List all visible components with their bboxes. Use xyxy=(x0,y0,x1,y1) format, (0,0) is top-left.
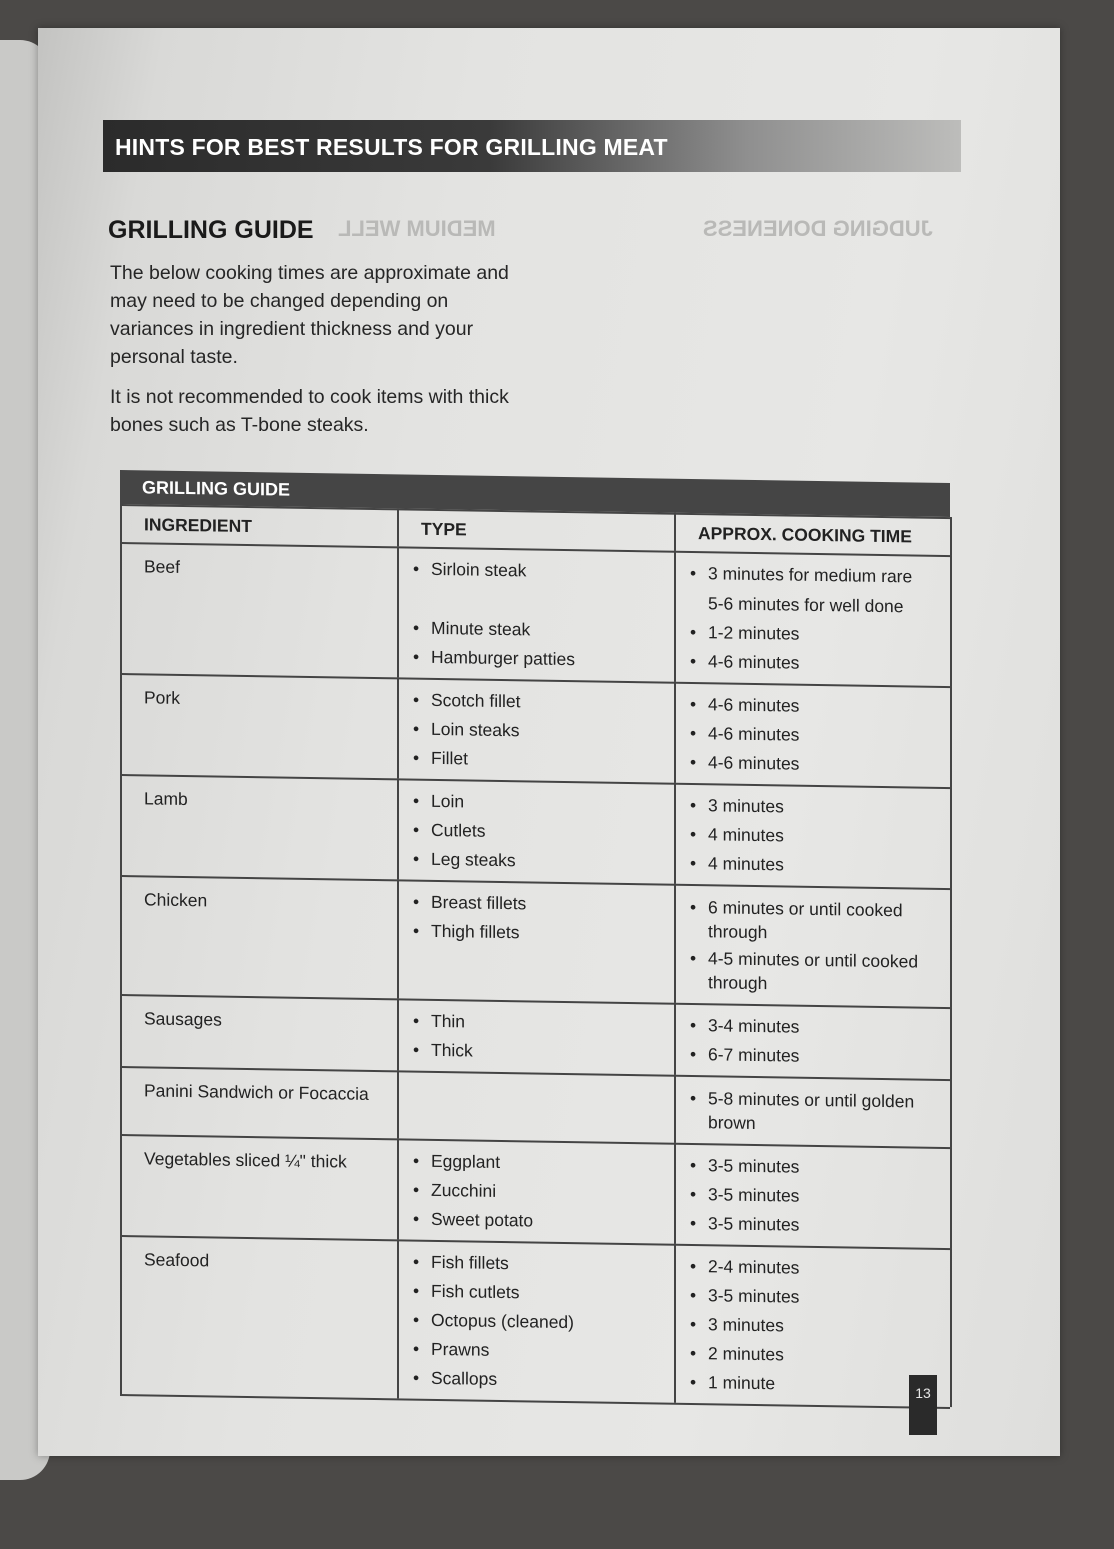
time-cell xyxy=(676,1075,952,1147)
time-cell xyxy=(676,1003,952,1079)
time-cell xyxy=(676,884,952,1007)
type-item: • Scallops xyxy=(411,1364,674,1397)
time-item: • 4-6 minutes xyxy=(688,719,950,752)
time-item: • 4-6 minutes xyxy=(688,647,950,680)
time-cell xyxy=(676,1143,952,1248)
time-cell xyxy=(676,682,952,787)
ingredient-cell: Seafood xyxy=(122,1235,399,1398)
show-through-heading: MEDIUM WELL xyxy=(338,216,496,241)
page-number: 13 xyxy=(909,1375,937,1435)
page-heading: GRILLING GUIDE xyxy=(108,216,314,244)
type-item: • Thick xyxy=(411,1036,674,1069)
ingredient-cell: Sausages xyxy=(122,994,399,1070)
intro-paragraph: The below cooking times are approximate and may need to be changed depending on variances in ingredient thickness and your personal taste. xyxy=(110,262,509,368)
ingredient-cell: Beef xyxy=(122,542,399,677)
type-cell xyxy=(399,677,676,782)
time-item: • 3 minutes for medium rare xyxy=(688,559,950,592)
type-item: • Eggplant xyxy=(411,1147,674,1180)
type-item: • Fish fillets xyxy=(411,1248,674,1281)
section-banner xyxy=(103,120,961,172)
type-item: • Fish cutlets xyxy=(411,1277,674,1310)
table-title: GRILLING GUIDE xyxy=(120,470,950,517)
time-cell xyxy=(676,783,952,888)
type-cell xyxy=(399,546,676,681)
time-item: • 3-4 minutes xyxy=(688,1011,950,1044)
time-item: • 5-8 minutes or until golden brown xyxy=(688,1086,950,1138)
time-item: • 3-5 minutes xyxy=(688,1209,950,1242)
ingredient-cell: Pork xyxy=(122,673,399,778)
time-item: • 6-7 minutes xyxy=(688,1040,950,1073)
type-item: • Thigh fillets xyxy=(411,917,674,950)
type-item: • Breast fillets xyxy=(411,888,674,921)
ingredient-cell: Lamb xyxy=(122,774,399,879)
time-item: • 1 minute xyxy=(688,1368,950,1401)
type-item: • Octopus (cleaned) xyxy=(411,1306,674,1339)
type-item: • Loin xyxy=(411,787,674,820)
type-cell xyxy=(399,879,676,1002)
time-item: • 3 minutes xyxy=(688,1310,950,1343)
type-item: • Fillet xyxy=(411,744,674,777)
column-header-type: TYPE xyxy=(399,508,676,550)
type-item: • Loin steaks xyxy=(411,715,674,748)
manual-page xyxy=(38,28,1060,1456)
type-cell xyxy=(399,1070,676,1142)
time-item: • 3-5 minutes xyxy=(688,1180,950,1213)
grilling-guide-table xyxy=(120,470,950,1409)
intro-paragraph: It is not recommended to cook items with thick bones such as T-bone steaks. xyxy=(110,386,509,436)
type-item: • Scotch fillet xyxy=(411,686,674,719)
time-item: • 4 minutes xyxy=(688,820,950,853)
time-item: • 3-5 minutes xyxy=(688,1281,950,1314)
type-item: • Leg steaks xyxy=(411,845,674,878)
type-item: • Cutlets xyxy=(411,816,674,849)
column-header-ingredient: INGREDIENT xyxy=(122,504,399,546)
show-through-heading: JUDGING DONENESS xyxy=(703,216,933,241)
ingredient-cell: Chicken xyxy=(122,875,399,998)
type-item: • Zucchini xyxy=(411,1176,674,1209)
time-item: 5-6 minutes for well done xyxy=(708,593,904,617)
banner-title: HINTS FOR BEST RESULTS FOR GRILLING MEAT xyxy=(115,134,668,160)
type-cell xyxy=(399,778,676,883)
time-item: • 3-5 minutes xyxy=(688,1151,950,1184)
column-header-time: APPROX. COOKING TIME xyxy=(676,513,952,555)
time-cell xyxy=(676,551,952,686)
time-item: • 4-5 minutes or until cooked through xyxy=(688,946,950,998)
type-item: • Minute steak xyxy=(411,614,674,647)
time-item: • 6 minutes or until cooked through xyxy=(688,895,950,947)
time-item: • 4 minutes xyxy=(688,849,950,882)
time-item: • 4-6 minutes xyxy=(688,748,950,781)
time-item: • 2 minutes xyxy=(688,1339,950,1372)
type-cell xyxy=(399,1138,676,1243)
type-item: • Prawns xyxy=(411,1335,674,1368)
type-item: • Sirloin steak xyxy=(411,555,674,588)
ingredient-cell: Vegetables sliced ¼" thick xyxy=(122,1134,399,1239)
table-grid xyxy=(120,504,950,1409)
type-cell xyxy=(399,1239,676,1402)
type-item: • Hamburger patties xyxy=(411,643,674,676)
time-item: • 1-2 minutes xyxy=(688,618,950,651)
ingredient-cell: Panini Sandwich or Focaccia xyxy=(122,1066,399,1138)
type-item: • Sweet potato xyxy=(411,1205,674,1238)
type-item: • Thin xyxy=(411,1007,674,1040)
time-item: • 2-4 minutes xyxy=(688,1252,950,1285)
time-item: • 4-6 minutes xyxy=(688,690,950,723)
type-cell xyxy=(399,998,676,1074)
time-item: • 3 minutes xyxy=(688,791,950,824)
